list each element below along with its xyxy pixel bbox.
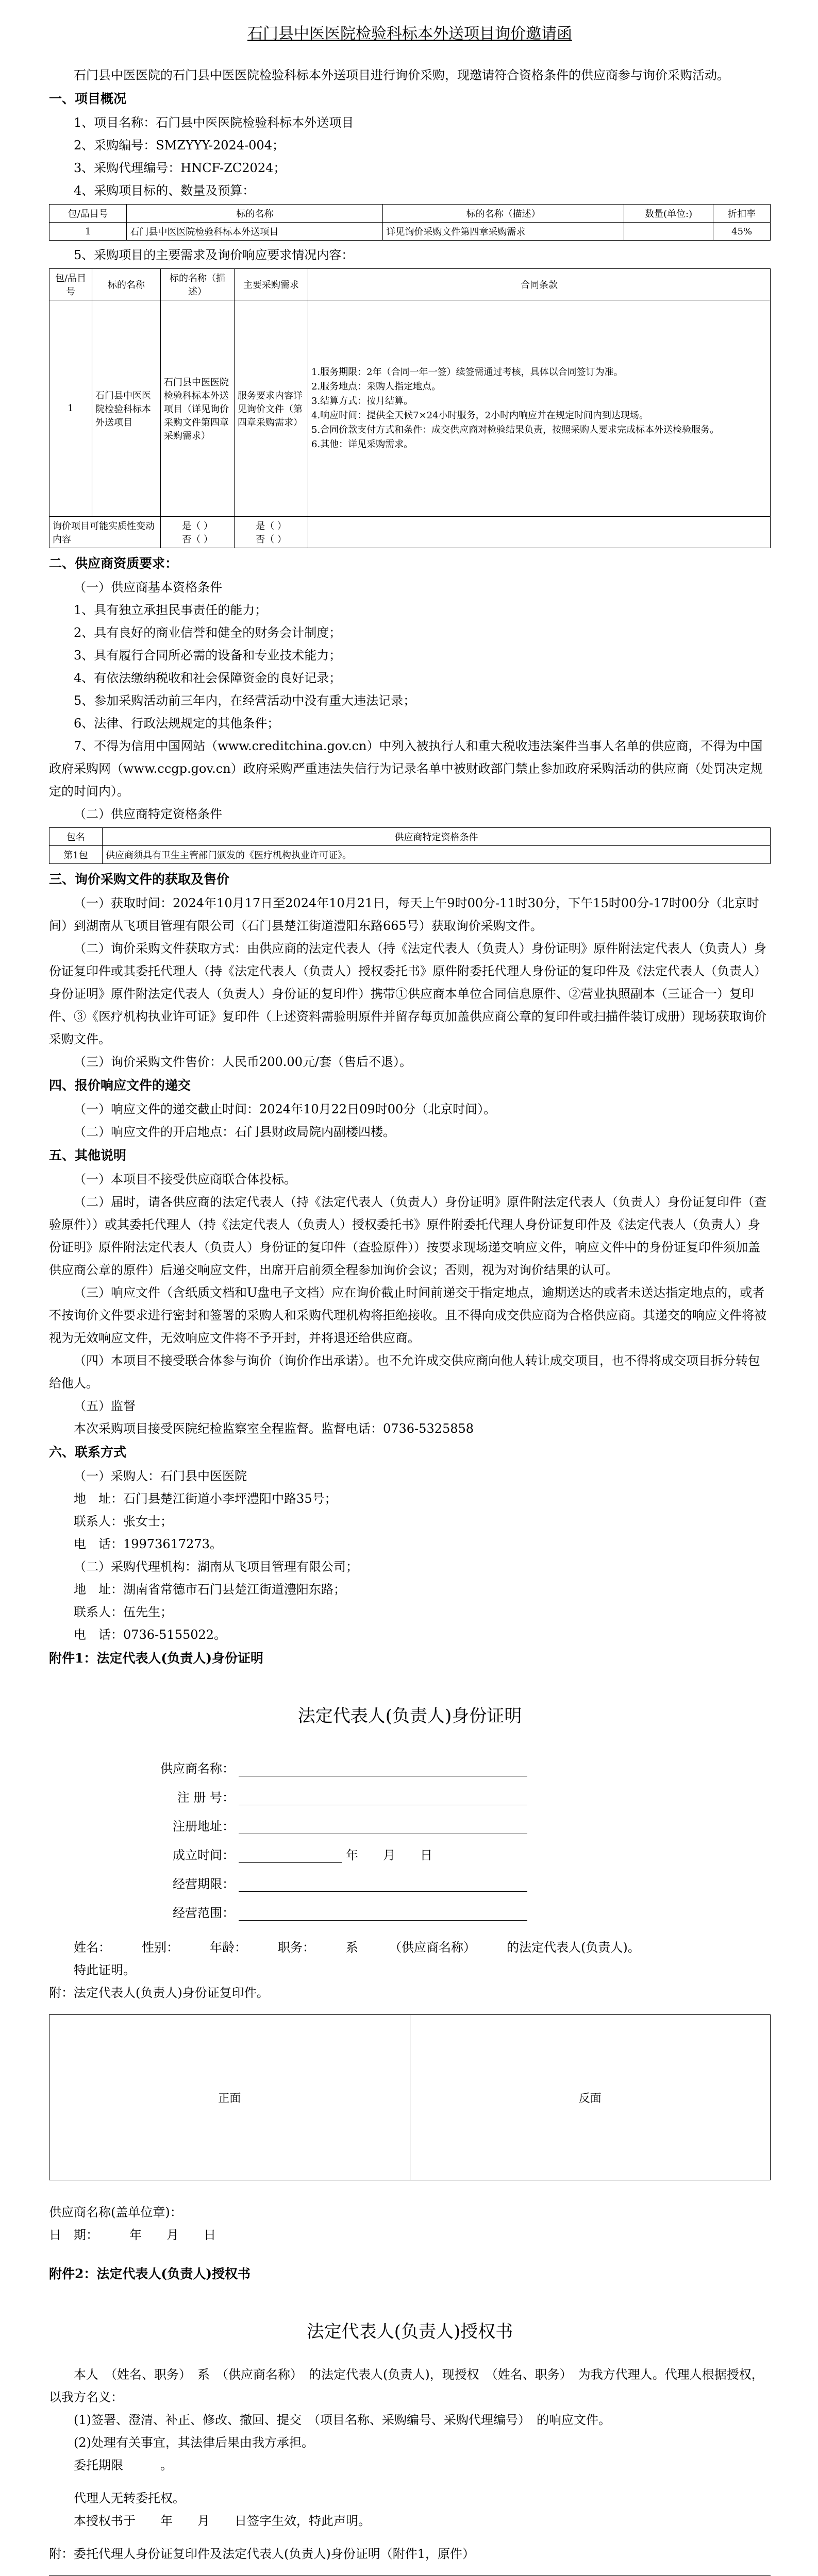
requirements-table (49, 268, 771, 548)
s5-item: 本次采购项目接受医院纪检监察室全程监督。监督电话：0736-5325858 (74, 1421, 474, 1436)
buyer-label: （一）采购人：石门县中医医院 (74, 1469, 247, 1483)
s4-paragraph: （二）响应文件的开启地点：石门县财政局院内副楼四楼。 (74, 1125, 395, 1139)
att1-special: 特此证明。 (74, 1963, 136, 1977)
form-label: 成立时间： (173, 1848, 235, 1862)
s1-item: 5、采购项目的主要需求及询价响应要求情况内容： (74, 248, 354, 262)
s3-paragraph: （三）询价采购文件售价：人民币200.00元/套（售后不退）。 (74, 1055, 412, 1069)
s5-item: （三）响应文件（含纸质文档和U盘电子文档）应在询价截止时间前递交于指定地点，逾期送达的或者未送达指定地点的，或者不按询价文件要求进行密封和签署的采购人和采购代理机构将拒绝接收。且不得向成交供应商为合格供应商。其递交的响应文件将被视为无效响应文件，无效响应文件将不予开封，并将退还给供应商。 (49, 1285, 766, 1345)
table-cell: 石门县中医医院检验科标本外送项目 (127, 223, 383, 241)
agent-address: 地 址：湖南省常德市石门县楚江街道澧阳东路； (74, 1582, 346, 1597)
s2-item: 1、具有独立承担民事责任的能力； (74, 603, 268, 617)
form-row (142, 1748, 771, 1776)
s2-item: 6、法律、行政法规规定的其他条件； (74, 716, 280, 731)
table-cell: 询价项目可能实质性变动内容 (49, 517, 161, 548)
table-header: 标的名称（描述） (161, 269, 235, 300)
table-header: 标的名称 (127, 205, 383, 223)
att2-body: 代理人无转委托权。 (74, 2491, 185, 2505)
att1-sign-name: 供应商名称(盖单位章)： (49, 2205, 182, 2219)
form-label: 注 册 号： (177, 1790, 235, 1805)
form-row (142, 1776, 771, 1805)
document-title: 石门县中医医院检验科标本外送项目询价邀请函 (247, 25, 572, 43)
form-line (239, 1760, 527, 1776)
s1-item: 2、采购编号：SMZYYY-2024-004； (74, 138, 285, 152)
form-row (142, 1805, 771, 1834)
s1-item: 1、项目名称：石门县中医医院检验科标本外送项目 (74, 115, 354, 130)
table-row (49, 223, 771, 241)
qualification-table (49, 827, 771, 864)
section-5-heading: 五、其他说明 (49, 1148, 127, 1163)
section-3-heading: 三、询价采购文件的获取及售价 (49, 872, 230, 887)
att2-body: (2)处理有关事宜，其法律后果由我方承担。 (74, 2435, 314, 2450)
table-cell: 第1包 (49, 846, 103, 864)
agent-label: （二）采购代理机构：湖南从飞项目管理有限公司； (74, 1560, 358, 1574)
buyer-phone: 电 话：19973617273。 (74, 1537, 222, 1551)
table-cell: 石门县中医医院检验科标本外送项目（详见询价采购文件第四章采购需求） (161, 300, 235, 517)
s2-sub-heading: （一）供应商基本资格条件 (74, 580, 222, 595)
table-row (49, 300, 771, 517)
form-line (239, 1789, 527, 1805)
intro-paragraph: 石门县中医医院的石门县中医医院检验科标本外送项目进行询价采购，现邀请符合资格条件的供应商参与询价采购活动。 (74, 68, 729, 82)
form-line (239, 1818, 527, 1834)
agent-phone: 电 话：0736-5155022。 (74, 1628, 227, 1642)
attachment-1-heading: 附件1：法定代表人(负责人)身份证明 (49, 1651, 264, 1666)
s5-item: （五）监督 (74, 1399, 136, 1413)
id-front: 正面 (218, 2092, 241, 2105)
s1-item: 3、采购代理编号：HNCF-ZC2024； (74, 161, 286, 175)
att2-body: 委托期限 。 (74, 2458, 173, 2472)
table-row (49, 846, 771, 864)
form-label: 供应商名称： (160, 1761, 235, 1776)
buyer-address: 地 址：石门县楚江街道小李坪澧阳中路35号； (74, 1492, 337, 1506)
table-cell: 是（ ） 否（ ） (161, 517, 235, 548)
s2-item: 7、不得为信用中国网站（www.creditchina.gov.cn）中列入被执行人和重大税收违法案件当事人名单的供应商，不得为中国政府采购网（www.ccgp.gov.cn）政府采购严重违法失信行为记录名单中被财政部门禁止参加政府采购活动的供应商（处罚决定规定的时间内）。 (49, 739, 763, 799)
table-cell: 石门县中医医院检验科标本外送项目 (92, 300, 161, 517)
form-line (239, 1876, 527, 1892)
section-6-heading: 六、联系方式 (49, 1445, 127, 1460)
agent-contact: 联系人：伍先生； (74, 1605, 173, 1619)
s3-paragraph: （一）获取时间：2024年10月17日至2024年10月21日，每天上午9时00分-11时30分，下午15时00分-17时00分（北京时间）到湖南从飞项目管理有限公司（石门县楚江街道澧阳东路665号）获取询价采购文件。 (49, 896, 759, 933)
att2-body: (1)签署、澄清、补正、修改、撤回、提交 （项目名称、采购编号、采购代理编号） 的响应文件。 (74, 2413, 611, 2427)
s5-item: （一）本项目不接受供应商联合体投标。 (74, 1172, 296, 1187)
form-line (239, 1847, 342, 1863)
document (49, 21, 771, 2576)
table-header: 主要采购需求 (235, 269, 308, 300)
table-header: 包/品目号 (49, 269, 92, 300)
att1-form (142, 1748, 771, 1921)
s5-item: （二）届时，请各供应商的法定代表人（持《法定代表人（负责人）身份证明》原件附法定代表人（负责人）身份证复印件（查验原件））或其委托代理人（持《法定代表人（负责人）授权委托书》原件附委托代理人身份证复印件及《法定代表人（负责人）身份证明》原件附法定代表人（负责人）身份证的复印件（查验原件））按要求现场递交响应文件，响应文件中的身份证复印件须加盖供应商公章的原件）后递交响应文件，出席开启前须全程参加询价会议；否则，视为对询价结果的认可。 (49, 1195, 766, 1277)
table-header: 标的名称（描述） (383, 205, 624, 223)
s2-item: 4、有依法缴纳税收和社会保障资金的良好记录； (74, 671, 342, 685)
section-2-heading: 二、供应商资质要求： (49, 556, 178, 571)
attachment-2-title: 法定代表人(负责人)授权书 (306, 2321, 513, 2342)
table-cell (308, 517, 771, 548)
table-header: 包/品目号 (49, 205, 127, 223)
att1-body: 姓名： 性别： 年龄： 职务： 系 （供应商名称） 的法定代表人(负责人)。 (74, 1940, 640, 1955)
s1-item: 4、采购项目标的、数量及预算： (74, 183, 255, 198)
table-header: 合同条款 (308, 269, 771, 300)
budget-table (49, 204, 771, 241)
table-header: 折扣率 (713, 205, 771, 223)
table-cell: 详见询价采购文件第四章采购需求 (383, 223, 624, 241)
form-label: 经营范围： (173, 1906, 235, 1920)
s2-sub-heading: （二）供应商特定资格条件 (74, 807, 222, 821)
table-cell: 服务要求内容详见询价文件（第四章采购需求） (235, 300, 308, 517)
section-1-heading: 一、项目概况 (49, 91, 127, 106)
s3-paragraph: （二）询价采购文件获取方式：由供应商的法定代表人（持《法定代表人（负责人）身份证明》原件附法定代表人（负责人）身份证复印件或其委托代理人（持《法定代表人（负责人）授权委托书》原件附委托代理人身份证的复印件及《法定代表人（负责人）身份证明》原件附法定代表人（负责人）身份证的复印件）携带①供应商本单位合同信息原件、②营业执照副本（三证合一）复印件、③《医疗机构执业许可证》复印件（上述资料需验明原件并留存每页加盖供应商公章的复印件或扫描件装订成册）现场获取询价采购文件。 (49, 941, 766, 1046)
table-cell (624, 223, 713, 241)
table-cell: 1 (49, 300, 92, 517)
table-cell: 是（ ） 否（ ） (235, 517, 308, 548)
table-cell: 供应商须具有卫生主管部门颁发的《医疗机构执业许可证》。 (103, 846, 771, 864)
date-format: 年 月 日 (346, 1848, 432, 1862)
form-row (142, 1892, 771, 1921)
form-row (142, 1834, 771, 1863)
attachment-1-title: 法定代表人(负责人)身份证明 (297, 1706, 522, 1726)
buyer-contact: 联系人：张女士； (74, 1514, 173, 1529)
att2-note: 附：委托代理人身份证复印件及法定代表人(负责人)身份证明（附件1，原件） (49, 2547, 475, 2561)
att2-body: 本授权书于 年 月 日签字生效，特此声明。 (74, 2514, 371, 2528)
id-card-box (49, 2014, 771, 2180)
att1-note: 附：法定代表人(负责人)身份证复印件。 (49, 1986, 269, 2000)
attachment-2-heading: 附件2：法定代表人(负责人)授权书 (49, 2266, 251, 2281)
table-cell: 1 (49, 223, 127, 241)
form-label: 注册地址： (173, 1819, 235, 1834)
s5-item: （四）本项目不接受联合体参与询价（询价作出承诺）。也不允许成交供应商向他人转让成交项目，也不得将成交项目拆分转包给他人。 (49, 1353, 760, 1391)
table-row (49, 517, 771, 548)
s4-paragraph: （一）响应文件的递交截止时间：2024年10月22日09时00分（北京时间）。 (74, 1102, 496, 1116)
s2-item: 5、参加采购活动前三年内，在经营活动中没有重大违法记录； (74, 693, 416, 708)
att1-sign-date: 日 期： 年 月 日 (49, 2228, 216, 2242)
table-header: 标的名称 (92, 269, 161, 300)
table-header: 包名 (49, 828, 103, 846)
form-label: 经营期限： (173, 1877, 235, 1891)
s2-item: 2、具有良好的商业信誉和健全的财务会计制度； (74, 625, 342, 640)
form-row (142, 1863, 771, 1892)
table-cell: 45% (713, 223, 771, 241)
att2-body: 本人 （姓名、职务） 系 （供应商名称） 的法定代表人(负责人)，现授权 （姓名、职务） 为我方代理人。代理人根据授权，以我方名义： (49, 2367, 764, 2404)
form-line (239, 1905, 527, 1921)
table-header: 供应商特定资格条件 (103, 828, 771, 846)
section-4-heading: 四、报价响应文件的递交 (49, 1078, 191, 1093)
table-header: 数量(单位:) (624, 205, 713, 223)
s2-item: 3、具有履行合同所必需的设备和专业技术能力； (74, 648, 342, 663)
table-cell: 1.服务期限：2年（合同一年一签）续签需通过考核，具体以合同签订为准。 2.服务地点：采购人指定地点。 3.结算方式：按月结算。 4.响应时间：提供全天候7×24小时服务，2小时内响应并在规定时间内到达现场。 5.合同价款支付方式和条件：成交供应商对检验结果负责，按照采购人要求完成标本外送检验服务。 6.其他：详见采购需求。 (308, 300, 771, 517)
id-back: 反面 (410, 2015, 771, 2180)
